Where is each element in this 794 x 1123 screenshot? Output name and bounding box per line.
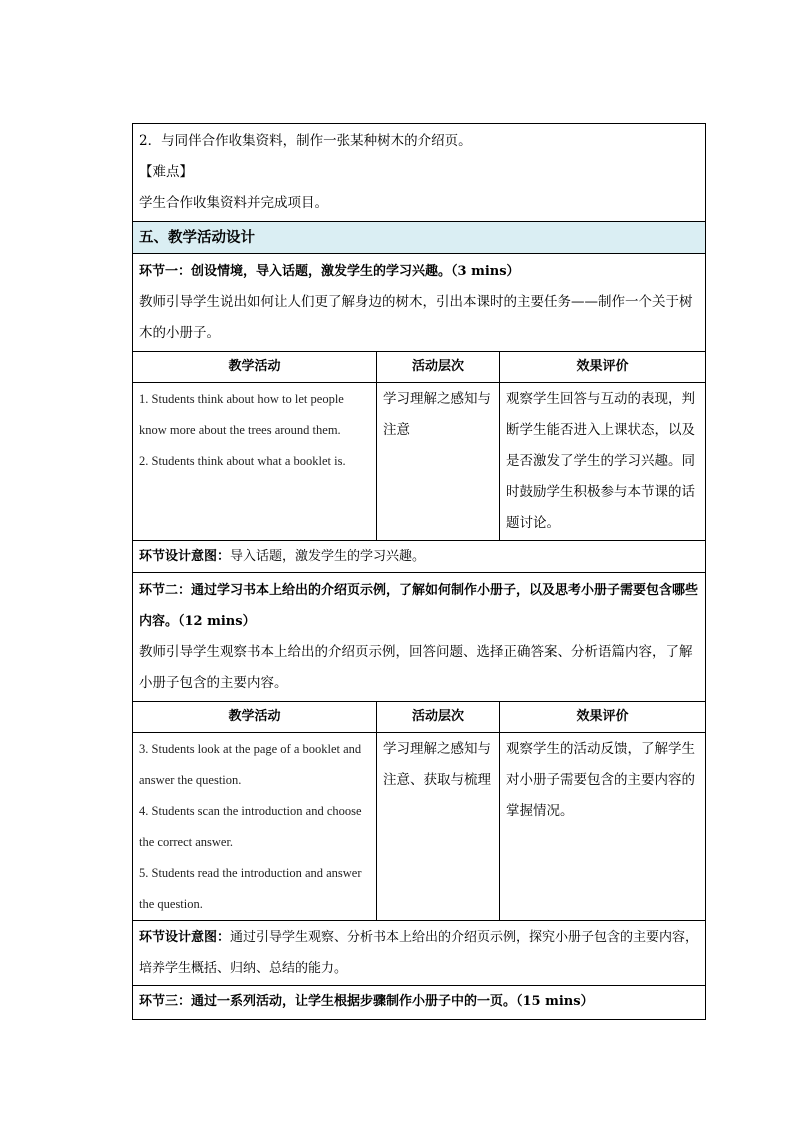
stage-2-evaluation: 观察学生的活动反馈，了解学生对小册子需要包含的主要内容的掌握情况。 — [500, 733, 706, 921]
stage-1-title: 环节一：创设情境，导入话题，激发学生的学习兴趣。（3 mins） — [139, 264, 520, 279]
stage-2-intent-text: 通过引导学生观察、分析书本上给出的介绍页示例，探究小册子包含的主要内容，培养学生概括、归纳、总结的能力。 — [139, 930, 699, 976]
section-5-header-row — [133, 222, 706, 254]
header-evaluation-2: 效果评价 — [500, 702, 706, 733]
stage-1-table-header — [133, 352, 706, 383]
stage-1-intent-text: 导入话题，激发学生的学习兴趣。 — [230, 549, 426, 564]
header-activity: 教学活动 — [133, 352, 377, 383]
stage-1-evaluation: 观察学生回答与互动的表现，判断学生能否进入上课状态，以及是否激发了学生的学习兴趣。同时鼓励学生积极参与本节课的话题讨论。 — [500, 383, 706, 541]
stage-2-intent-label: 环节设计意图： — [139, 930, 231, 945]
stage-1-intent-row — [133, 541, 706, 573]
stage-2-level: 学习理解之感知与注意、获取与梳理 — [377, 733, 500, 921]
header-level: 活动层次 — [377, 352, 500, 383]
stage-2-description: 教师引导学生观察书本上给出的介绍页示例，回答问题、选择正确答案、分析语篇内容，了解小册子包含的主要内容。 — [139, 644, 693, 691]
lesson-plan-table — [132, 123, 706, 1020]
intro-row — [133, 124, 706, 222]
stage-3-title: 环节三：通过一系列活动，让学生根据步骤制作小册子中的一页。（15 mins） — [139, 994, 594, 1009]
header-level-2: 活动层次 — [377, 702, 500, 733]
stage-2-intro-row — [133, 573, 706, 702]
stage-1-activity-1: 1. Students think about how to let people know more about the trees around them. — [139, 392, 344, 437]
objective-item-2: 2．与同伴合作收集资料，制作一张某种树木的介绍页。 — [139, 133, 472, 149]
section-5-title: 五、教学活动设计 — [133, 222, 706, 254]
stage-1-description: 教师引导学生说出如何让人们更了解身边的树木，引出本课时的主要任务——制作一个关于树木的小册子。 — [139, 294, 693, 341]
stage-2-activity-4: 4. Students scan the introduction and choose the correct answer. — [139, 804, 362, 849]
header-activity-2: 教学活动 — [133, 702, 377, 733]
stage-2-title: 环节二：通过学习书本上给出的介绍页示例，了解如何制作小册子，以及思考小册子需要包含哪些内容。（12 mins） — [139, 583, 699, 629]
stage-2-intent-row — [133, 921, 706, 986]
stage-1-intro-row — [133, 254, 706, 352]
stage-1-intent-label: 环节设计意图： — [139, 549, 231, 564]
stage-1-content-row — [133, 383, 706, 541]
stage-2-table-header — [133, 702, 706, 733]
stage-2-activity-3: 3. Students look at the page of a booklet and answer the question. — [139, 742, 362, 787]
stage-2-activity-5: 5. Students read the introduction and answer the question. — [139, 866, 362, 911]
lesson-plan-document — [132, 123, 705, 1020]
difficulty-text: 学生合作收集资料并完成项目。 — [139, 195, 328, 211]
stage-2-content-row — [133, 733, 706, 921]
stage-1-activity-2: 2. Students think about what a booklet is. — [139, 454, 346, 468]
header-evaluation: 效果评价 — [500, 352, 706, 383]
stage-1-level: 学习理解之感知与注意 — [377, 383, 500, 541]
difficulty-label: 【难点】 — [139, 164, 193, 180]
stage-3-intro-row — [133, 986, 706, 1020]
